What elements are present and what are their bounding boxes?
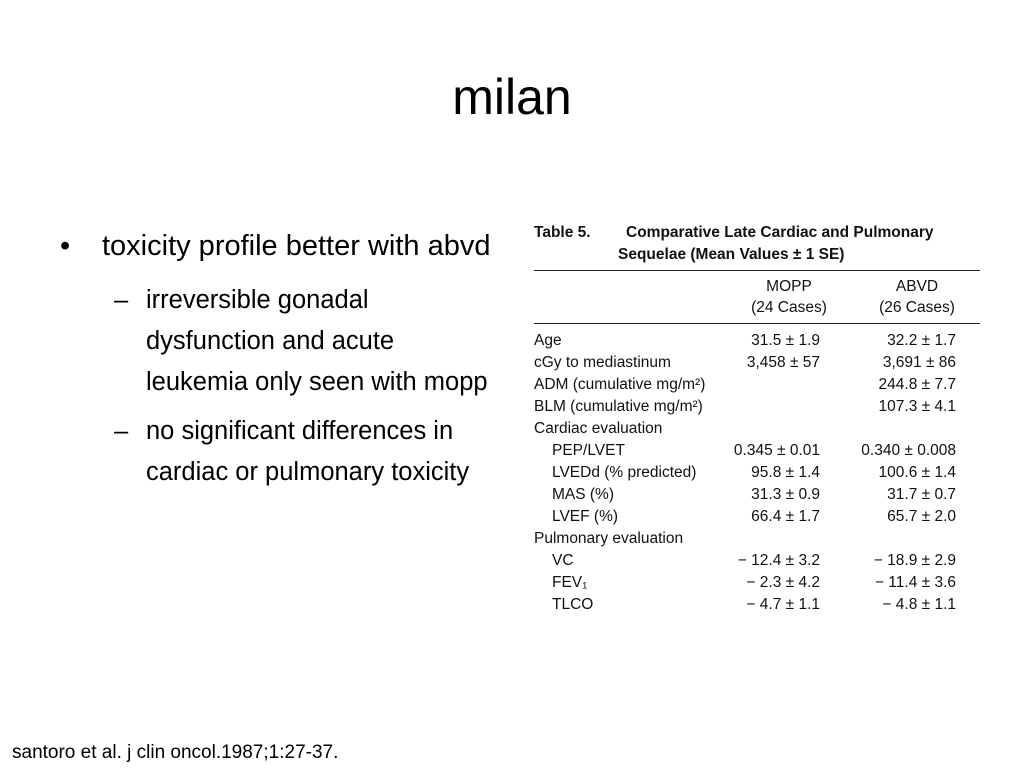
table-row <box>534 396 980 418</box>
column-header-mopp <box>724 276 854 318</box>
table-row <box>534 330 980 352</box>
table-row <box>534 572 980 594</box>
bullet-dot-icon: • <box>60 230 71 262</box>
mopp-value <box>716 374 820 396</box>
abvd-value: 107.3 ± 4.1 <box>878 398 956 415</box>
abvd-value: 100.6 ± 1.4 <box>878 464 956 481</box>
row-label: Age <box>534 332 562 349</box>
dash-icon: – <box>114 417 129 445</box>
section-label: Pulmonary evaluation <box>534 530 684 547</box>
table-row <box>534 506 980 528</box>
table-row <box>534 462 980 484</box>
abvd-value: − 4.8 ± 1.1 <box>882 596 956 613</box>
mopp-value: 95.8 ± 1.4 <box>751 464 820 481</box>
table-section-row <box>534 418 980 440</box>
sub-bullet-text: no significant differences in cardiac or pulmonary toxicity <box>146 417 470 486</box>
table-row <box>534 352 980 374</box>
sub-bullet-list <box>60 280 500 493</box>
abvd-value: 0.340 ± 0.008 <box>861 442 956 459</box>
row-label: BLM (cumulative mg/m²) <box>534 398 703 415</box>
table-body <box>534 330 980 616</box>
mopp-value <box>716 396 820 418</box>
table-number: Table 5. <box>534 224 591 241</box>
abvd-value: 244.8 ± 7.7 <box>878 376 956 393</box>
table-section-row <box>534 528 980 550</box>
bullet-item <box>60 222 500 270</box>
row-label: LVEDd (% predicted) <box>552 464 697 481</box>
citation-footnote: santoro et al. j clin oncol.1987;1:27-37. <box>12 742 339 763</box>
mopp-value: 31.5 ± 1.9 <box>751 332 820 349</box>
row-label: TLCO <box>552 596 594 613</box>
dash-icon: – <box>114 286 129 314</box>
abvd-value: 32.2 ± 1.7 <box>887 332 956 349</box>
mopp-value: − 12.4 ± 3.2 <box>737 552 820 569</box>
row-label: LVEF (%) <box>552 508 619 525</box>
row-label: PEP/LVET <box>552 442 625 459</box>
column-cases: (26 Cases) <box>879 299 955 316</box>
table-row <box>534 484 980 506</box>
table-row <box>534 594 980 616</box>
row-label: FEV₁ <box>552 574 588 591</box>
bullet-list <box>60 222 500 501</box>
table-row <box>534 374 980 396</box>
table-caption-line1: Comparative Late Cardiac and Pulmonary <box>626 224 934 241</box>
column-name: MOPP <box>766 278 812 295</box>
row-label: MAS (%) <box>552 486 614 503</box>
column-header-abvd <box>854 276 980 318</box>
abvd-value: − 11.4 ± 3.6 <box>874 574 956 591</box>
abvd-value: − 18.9 ± 2.9 <box>873 552 956 569</box>
table-caption-line2: Sequelae (Mean Values ± 1 SE) <box>618 246 845 263</box>
mopp-value: − 2.3 ± 4.2 <box>746 574 820 591</box>
table-header <box>534 271 980 323</box>
table-row <box>534 550 980 572</box>
sub-bullet-item <box>60 280 500 403</box>
comparison-table <box>534 222 980 616</box>
slide-title: milan <box>452 69 572 125</box>
sub-bullet-item <box>60 411 500 493</box>
table-row <box>534 440 980 462</box>
row-label: cGy to mediastinum <box>534 354 671 371</box>
row-label: ADM (cumulative mg/m²) <box>534 376 706 393</box>
abvd-value: 31.7 ± 0.7 <box>887 486 956 503</box>
table-rule-header <box>534 323 980 324</box>
column-cases: (24 Cases) <box>751 299 827 316</box>
row-label: VC <box>552 552 574 569</box>
column-name: ABVD <box>895 278 939 295</box>
abvd-value: 3,691 ± 86 <box>882 354 956 371</box>
mopp-value: 31.3 ± 0.9 <box>751 486 820 503</box>
mopp-value: − 4.7 ± 1.1 <box>746 596 820 613</box>
mopp-value: 3,458 ± 57 <box>746 354 820 371</box>
abvd-value: 65.7 ± 2.0 <box>887 508 956 525</box>
bullet-text: toxicity profile better with abvd <box>102 230 491 262</box>
table-caption <box>534 222 980 244</box>
sub-bullet-text: irreversible gonadal dysfunction and acute leukemia only seen with mopp <box>146 286 488 396</box>
section-label: Cardiac evaluation <box>534 420 663 437</box>
mopp-value: 0.345 ± 0.01 <box>733 442 820 459</box>
mopp-value: 66.4 ± 1.7 <box>751 508 820 525</box>
